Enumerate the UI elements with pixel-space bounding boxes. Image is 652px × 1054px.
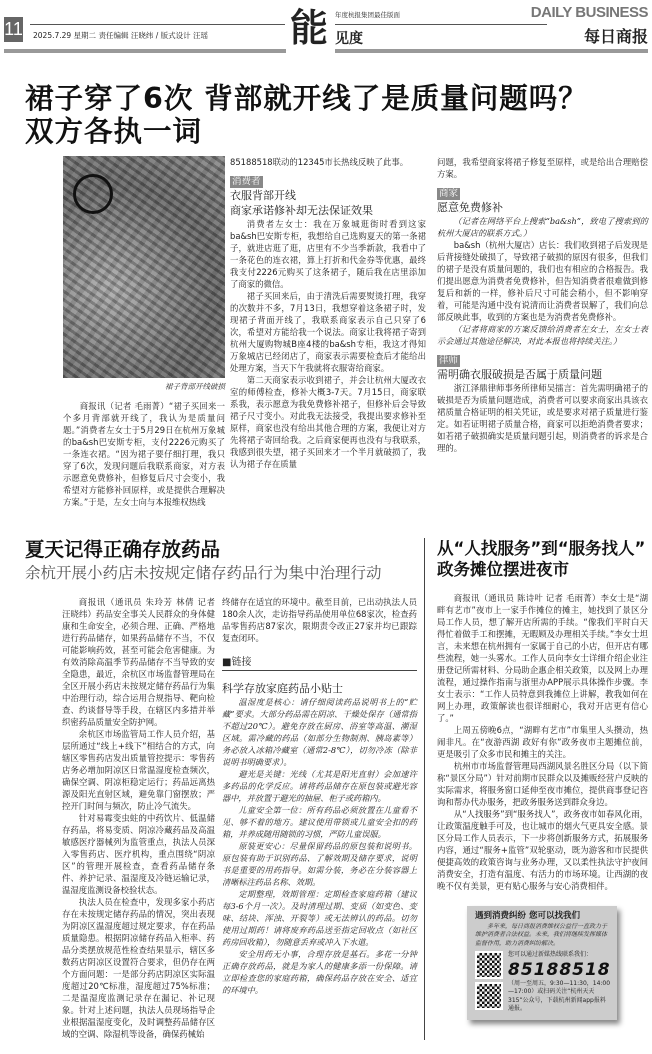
- story1-middle-column: [230, 156, 426, 470]
- reporter-note: （记者在网络平台上搜索“ba&sh”，致电了搜索到的杭州大厦店的联系方式。）: [437, 216, 648, 238]
- story3-headline-2: 政务摊位摆进夜市: [437, 560, 569, 579]
- consumer-paragraph: 裙子买回来后，由于清洗后需要熨烫打理，我穿的次数并不多，7月13日，我想穿着这条裙子时，发现裙子背面开线了，我联系商家表示自己只穿了6次，希望对方能给我一个说法。商家让我将裙子寄到杭州大厦购物城B座4楼的ba&sh专柜，我这才得知万象城店已经闭店了，商家表示需要检查后才能给出处理方案，当天下午我就将衣服寄给商家。: [230, 291, 426, 373]
- reporter-note: （记者将商家的方案反馈给消费者左女士，左女士表示会通过其他途径解决，对此本报也将持续关注。）: [437, 324, 648, 346]
- story3-column: [437, 592, 648, 892]
- header-bar-left: [4, 49, 286, 53]
- story1-headlines: [0, 58, 652, 148]
- story3-headline-1: 从“人找服务”到“服务找人”: [437, 539, 646, 558]
- story2: [0, 538, 424, 1040]
- tip-paragraph: 安全用药无小事，合理存放是基石。多花一分钟正确存放药品，就是为家人的健康多添一份保障。请立即检查您的家庭药箱，确保药品存放在安全、适宜的环境中。: [222, 949, 417, 995]
- tips-title: 科学存放家庭药品小贴士: [222, 682, 343, 695]
- story2-headline: 夏天记得正确存放药品: [25, 538, 221, 561]
- award-note: 年度杭报集团最佳版面: [335, 11, 400, 19]
- lawyer-label: 律师: [439, 355, 459, 366]
- tip-paragraph: 原装更安心：尽量保留药品的原包装和说明书。原包装有助于识别药品、了解效期及储存要求，说明书是重要的用药指导。如需分装，务必在分装容器上清晰标注药品名称、效期。: [222, 841, 417, 887]
- tip-paragraph: 定期整理，效期管理：定期检查家庭药箱（建议每3-6个月一次）。及时清理过期、变质（如变色、变味、结块、浑浊、开裂等）或无法辨认的药品。切勿使用过期药！请将废弃药品送至指定回收点（如社区药房回收箱），勿随意丢弃或冲入下水道。: [222, 889, 417, 947]
- body-paragraph: 商报讯（通讯员 朱玲芳 林倩 记者 汪晓纬）药品安全事关人民群众的身体健康和生命安全，必须合理、正确、严格地进行药品储存，如果药品储存不当，不仅可能影响药效，甚至可能会危害健康。为有效消除高温季节药品储存不当导致的安全隐患，最近，余杭区市场监督管理局在全区开展小药店未按规定储存药品行为集中治理行动，综合运用合规指导、靶向检查、约谈督导等手段，在辖区内多措并举织密药品质量安全防护网。: [62, 597, 215, 727]
- consumer-hotline-notice: [467, 906, 617, 1020]
- story2-right-column: [222, 596, 417, 996]
- brand-english: DAILY BUSINESS: [530, 4, 648, 21]
- skirt-photo: [63, 156, 225, 378]
- tip-paragraph: 儿童安全第一位：所有药品必须放置在儿童看不见、够不着的地方。建议使用带锁或儿童安全扣的药箱，并养成随用随锁的习惯，严防儿童误服。: [222, 805, 417, 839]
- body-paragraph: 从“人找服务”到“服务找人”，政务夜市如春风化雨，让政策温度触手可及，也让城市的烟火气更具安全感。景区分局工作人员表示，下一步将创新服务方式，拓展服务内容，通过“服务+监管”双轮驱动，既为游客和市民提供便捷高效的政策咨询与业务办理，又以柔性执法守护夜间消费安全，打造有温度、有活力的市场环境。让西湖的夜晚不仅有美景，更有贴心服务与安心消费相伴。: [437, 809, 648, 891]
- damage-circle-marker: [73, 174, 113, 214]
- consumer-label: 消费者: [232, 176, 261, 187]
- consumer-paragraph: 第二天商家表示收到裙子，并会让杭州大厦改衣室的师傅检查，修补大概3-7天。7月15日，商家联系我，表示愿意为我免费修补裙子，但修补后会导致裙子尺寸变小。对此我无法接受，我提出要求修补至原样，商家也没有给出其他合理的方案，我便让对方先将裙子寄回给我。之后商家便再也没有与我联系，我感到很失望，裙子买回来才一个半月就破损了，我认为裙子存在质量: [230, 375, 426, 469]
- body-paragraph: 针对易霉变虫蛀的中药饮片、低温储存药品，将易变质、阴凉冷藏药品及高温敏感医疗器械列为监管重点，执法人员深入零售药店、医疗机构，重点围绕“阴凉区”的管理开展检查，查看药品储存条件、养护记录、温湿度及冷链运输记录，温湿度监测设备校验状态。: [62, 813, 215, 895]
- body-paragraph: 终储存在适宜的环境中。截至目前，已出动执法人员180余人次，走访指导药品使用单位68家次，检查药品零售药店87家次，限期责令改正27家并均已跟踪复查闭环。: [222, 597, 417, 643]
- merchant-paragraph: ba&sh（杭州大厦店）店长：我们收到裙子后发现是后背接缝处破损了，导致裙子破损的原因有很多，但我们的裙子是没有质量问题的，我们也有相应的合格报告。我们提出愿意为消费者免费修补，但告知消费者很难做到修复后和新的一样，修补后尺寸可能会稍小，但不影响穿着，可能是沟通中没有说清而让消费者误解了，我们向总部反映此事，收到的方案也是为消费者免费修补。: [437, 240, 648, 322]
- story2-subheadline: 余杭开展小药店未按规定储存药品行为集中治理行动: [25, 564, 382, 582]
- story3: [437, 538, 648, 1040]
- brand-chinese: 每日商报: [583, 27, 648, 46]
- contact-label: 您可以通过新媒热线联系我们：: [508, 951, 593, 958]
- notice-title: 遇到消费纠纷 您可以找我们: [475, 911, 580, 921]
- photo-caption: 裙子背部开线破损: [165, 382, 225, 391]
- continued-text: 85188518联动的12345市长热线反映了此事。: [230, 157, 409, 167]
- column-divider: [424, 538, 425, 1040]
- body-paragraph: 商报讯（通讯员 陈诗叶 记者 毛雨菁）李女士是“湖畔有艺市”夜市上一家手作摊位的摊主，她找到了景区分局工作人员，想了解开店所需的手续。“像我们平时白天得忙着做手工和摆摊，无暇顾及办理相关手续。”李女士坦言，未来想在杭州拥有一家属于自己的小店，但开店有哪些流程，她一头雾水。工作人员向李女士详细介绍企业注册登记所需材料、分局助企惠企相关政策，以及网上办理流程，通过操作指南与浙里办APP展示具体操作步骤。李女士表示：“工作人员特意到我摊位上讲解，教我如何在网上办理，政策解读也很详细耐心，我对开店更有信心了。”: [437, 593, 648, 723]
- tip-paragraph: 温湿度是核心：请仔细阅读药品说明书上的“贮藏”要求。大部分药品需在阴凉、干燥处保存（通常指不超过20℃）。避免存放在厨房、浴室等高温、潮湿区域。需冷藏的药品（如部分生物制剂、胰岛素等）务必放入冰箱冷藏室（通常2-8℃），切勿冷冻（除非说明书明确要求）。: [222, 697, 417, 767]
- body-paragraph: 上周五傍晚6点，“湖畔有艺市”市集里人头攒动，热闹非凡。在“夜游西湖 政好有你”政务夜市主题摊位前，更是吸引了众多市民和摊主的关注。: [437, 725, 648, 759]
- consumer-subhead-2: 商家承诺修补却无法保证效果: [230, 204, 373, 217]
- section-name: 见度: [335, 31, 363, 47]
- body-paragraph: 执法人员在检查中，发现多家小药店存在未按规定储存药品的情况，突出表现为阴凉区温湿度超过规定要求，存在药品质量隐患。根据阴凉储存药品入柜率、药品分类摆放规范性检查结果显示，辖区多数药店阴凉区设置符合要求，但仍存在两个方面问题：一是部分药店阴凉区实际温度超过20℃标准，湿度超过75%标准；二是温湿度监测记录存在漏记、补记现象。针对上述问题，执法人员现场指导企业根据温湿度变化，及时调整药品储存区域的空调、除湿机等设备，确保药械始: [62, 897, 215, 1039]
- story2-columns: [62, 596, 424, 1040]
- tip-paragraph: 避光是关键：光线（尤其是阳光直射）会加速许多药品的化学反应。请将药品储存在原包装或避光容器中，并放置于避光的抽屉、柜子或药箱内。: [222, 769, 417, 803]
- lawyer-paragraph: 浙江泽鼎律师事务所律师吴擂言：首先需明确裙子的破损是否为质量问题造成，消费者可以要求商家出具该衣裙质量合格证明的相关凭证，或是要求对裙子质量进行鉴定。如若证明裙子质量合格，商家可以拒绝消费者要求；如若裙子破损确实是质量问题引起，则消费者的诉求是合理的。: [437, 383, 648, 453]
- headline-line-1: 裙子穿了6次 背部就开线了是质量问题吗？: [25, 82, 588, 115]
- body-paragraph: 杭州市市场监督管理局西湖风景名胜区分局（以下简称“景区分局”）针对前期市民群众以及摊贩经营户反映的实际需求，将服务窗口延伸至夜市摊位，提供商事登记咨询和帮办代办服务，把政务服务送到群众身边。: [437, 761, 648, 807]
- qr-code-icon[interactable]: [475, 982, 503, 1010]
- header-rule-right: [335, 24, 547, 25]
- body-paragraph: 余杭区市场监管局工作人员介绍，基层所通过“线上+线下”相结合的方式，向辖区零售药店发出质量管控提示：零售药店务必增加阴凉区日常温湿度检查频次，确保空调、阴凉柜稳定运行；药品远离热源及阳光直射区域，避免靠门窗摆放；严控开门时间与频次，防止冷气流失。: [62, 729, 215, 811]
- bottom-section: [0, 538, 652, 1054]
- story1-right-column: [437, 156, 648, 454]
- section-logo-char: 能: [290, 6, 329, 50]
- qr-code-icon[interactable]: [475, 951, 503, 979]
- link-label: ■链接: [222, 656, 417, 671]
- page-header: [0, 0, 652, 58]
- story1-lead-column: [63, 400, 225, 508]
- lawyer-subhead: 需明确衣服破损是否属于质量问题: [437, 368, 602, 381]
- header-bar-right: [335, 49, 648, 53]
- notice-body: 多年来，每日商报消费维权公益行一直致力于维护消费者合法权益。未来，我们将继续发挥媒体监督作用，助力消费纠纷解决。: [475, 922, 608, 947]
- story2-left-column: [62, 596, 215, 1040]
- header-rule-left: [30, 24, 285, 25]
- story1-left-column: [63, 156, 225, 508]
- lead-paragraph: 商报讯（记者 毛雨菁）“裙子买回来一个多月背部就开线了，我认为是质量问题。”消费者左女士于5月29日在杭州万象城的ba&sh巴安斯专柜，支付2226元购买了一条连衣裙。“因为裙子要仔细打理，我只穿了6次，发现问题后我联系商家，对方表示愿意免费修补，但修复后尺寸会变小，我希望对方能修补回原样，或是提供合理解决方案。”于是，左女士向与本报维权热线: [63, 401, 225, 507]
- headline-line-2: 双方各执一词: [25, 115, 203, 148]
- merchant-subhead: 愿意免费修补: [437, 201, 503, 214]
- merchant-label: 商家: [439, 188, 459, 199]
- continued-text: 问题，我希望商家将裙子修复至原样，或是给出合理赔偿方案。: [437, 157, 648, 179]
- story1-body: [0, 156, 652, 508]
- consumer-subhead-1: 衣服背部开线: [230, 189, 296, 202]
- date-line: 2025.7.29 星期二 责任编辑 汪晓纬 / 版式设计 汪瑶: [33, 31, 209, 40]
- hotline-number: 85188518: [508, 959, 611, 980]
- service-hours: （周一至周五，9:30—11:30，14:00—17:00）或扫码关注“杭州天天315”公众号，下载杭州新闻app报料通报。: [508, 979, 611, 1012]
- page-number: 11: [4, 17, 23, 42]
- consumer-paragraph: 消费者左女士：我在万象城逛街时看到这家ba&sh巴安斯专柜，我想给自己选购夏天的第一条裙子，就进店逛了逛，店里有不少当季新款，我看中了一条花色的连衣裙，算上打折和代金券等优惠，最终我支付2226元购买了这条裙子，随后我在店里添加了商家的微信。: [230, 219, 426, 289]
